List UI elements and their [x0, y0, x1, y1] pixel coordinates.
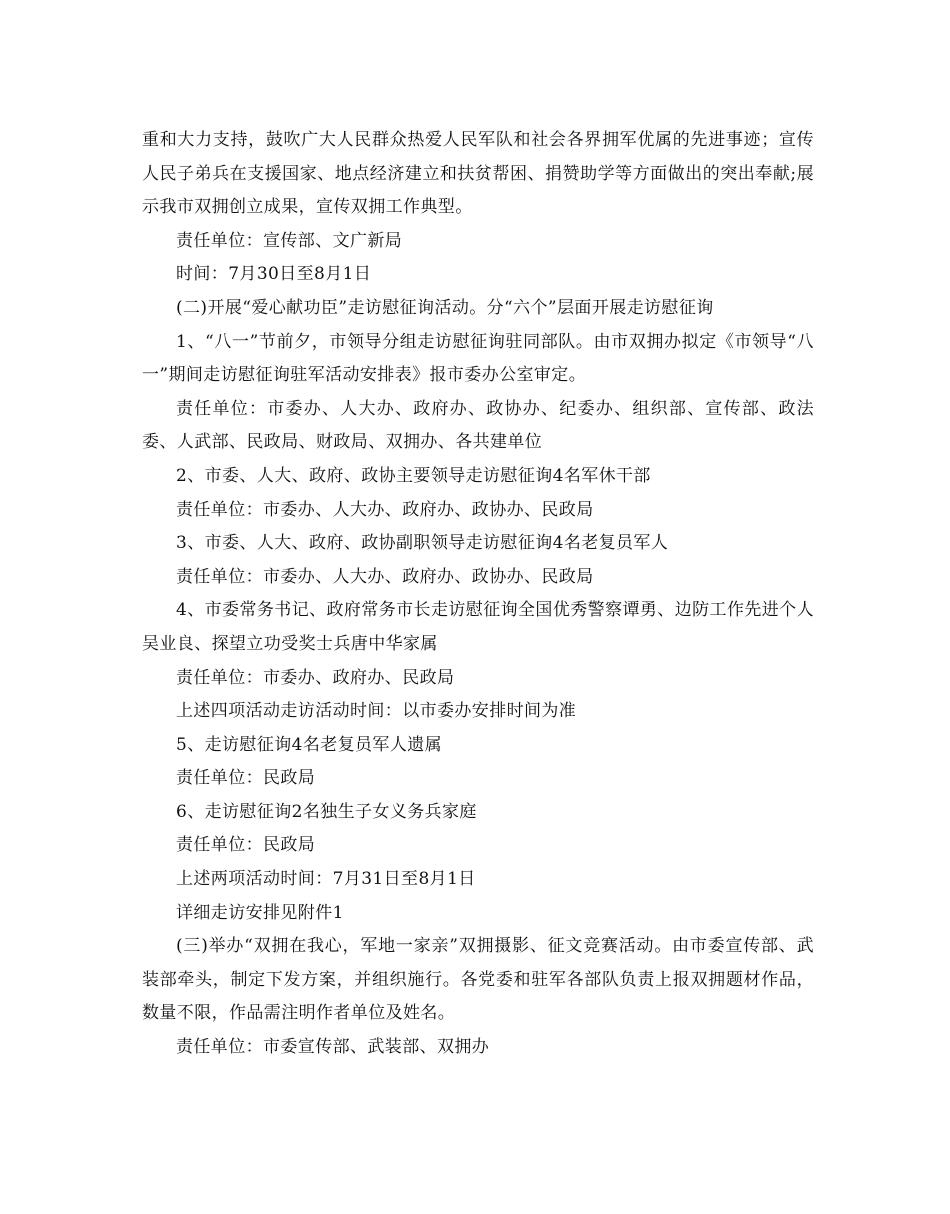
paragraph: 时间：7月30日至8月1日: [176, 264, 372, 285]
paragraph: 上述两项活动时间：7月31日至8月1日: [176, 869, 476, 890]
document-body: [142, 124, 814, 1065]
paragraph: 责任单位：市委办、人大办、政府办、政协办、民政局: [176, 566, 594, 587]
paragraph: 责任单位：民政局: [176, 835, 316, 856]
paragraph: 责任单位：宣传部、文广新局: [176, 230, 403, 251]
paragraph: 详细走访安排见附件1: [176, 902, 344, 923]
paragraph: 责任单位：市委宣传部、武装部、双拥办: [176, 1037, 490, 1058]
paragraph: 2、市委、人大、政府、政协主要领导走访慰征询4名军休干部: [176, 465, 651, 486]
paragraph: 责任单位：市委办、政府办、民政局: [176, 667, 455, 688]
section-heading: (三)举办“双拥在我心，军地一家亲”双拥摄影、征文竞赛活动。由市委宣传部、武装部牵头，制定下发方案，并组织施行。各党委和驻军各部队负责上报双拥题材作品，数量不限，作品需注明作者单位及姓名。: [142, 936, 814, 1024]
paragraph: 6、走访慰征询2名独生子女义务兵家庭: [176, 801, 477, 822]
paragraph: 3、市委、人大、政府、政协副职领导走访慰征询4名老复员军人: [176, 533, 669, 554]
paragraph: 1、“八一”节前夕，市领导分组走访慰征询驻同部队。由市双拥办拟定《市领导“八一”期间走访慰征询驻军活动安排表》报市委办公室审定。: [142, 331, 814, 386]
paragraph: 重和大力支持，鼓吹广大人民群众热爱人民军队和社会各界拥军优属的先进事迹；宣传人民子弟兵在支援国家、地点经济建立和扶贫帮困、捐赞助学等方面做出的突出奉献;展示我市双拥创立成果，宣传双拥工作典型。: [142, 130, 814, 218]
paragraph: 责任单位：民政局: [176, 768, 316, 789]
paragraph: 4、市委常务书记、政府常务市长走访慰征询全国优秀警察谭勇、边防工作先进个人吴业良、探望立功受奖士兵唐中华家属: [142, 600, 814, 654]
paragraph: 责任单位：市委办、人大办、政府办、政协办、民政局: [176, 499, 594, 520]
paragraph: 上述四项活动走访活动时间：以市委办安排时间为准: [176, 701, 577, 722]
paragraph: 5、走访慰征询4名老复员军人遗属: [176, 734, 443, 755]
paragraph: 责任单位：市委办、人大办、政府办、政协办、纪委办、组织部、宣传部、政法委、人武部、民政局、财政局、双拥办、各共建单位: [142, 398, 814, 453]
section-heading: (二)开展“爱心献功臣”走访慰征询活动。分“六个”层面开展走访慰征询: [176, 297, 714, 318]
